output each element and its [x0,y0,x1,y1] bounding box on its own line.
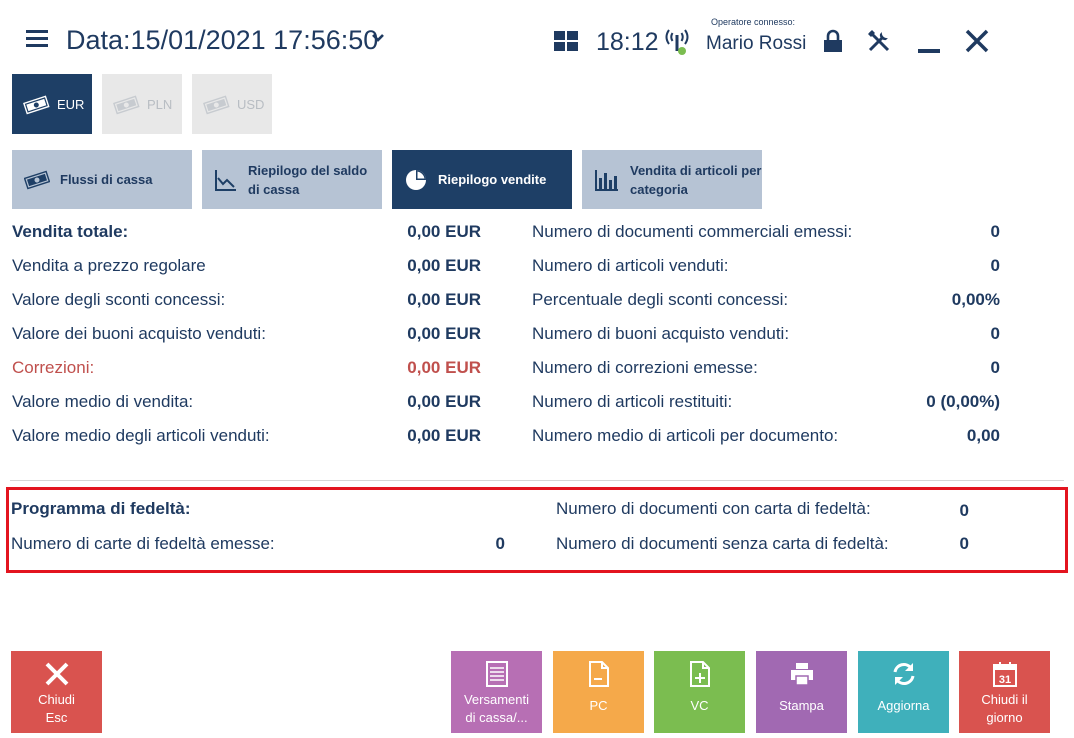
docs-with-card-value: 0 [959,501,969,520]
items-returned-label: Numero di articoli restituiti: [532,392,733,411]
refresh-icon [891,661,917,687]
close-button[interactable] [11,651,102,733]
loyalty-cards-label: Numero di carte di fedeltà emesse: [11,534,275,553]
regular-price-sales-label: Vendita a prezzo regolare [12,256,206,275]
bar-chart-icon [594,168,620,192]
header-time: 18:12 [596,28,659,56]
items-sold-value: 0 [990,256,1000,275]
discounts-value-label: Valore degli sconti concessi: [12,290,226,309]
pc-button-label: PC [589,698,608,713]
header-date: Data:15/01/2021 17:56:50 [66,25,379,55]
currency-label: USD [237,96,265,112]
loyalty-cards-value: 0 [495,534,505,553]
print-button[interactable] [756,651,847,733]
close-icon[interactable] [964,28,990,54]
pc-button[interactable] [553,651,644,733]
cash-icon [24,167,50,193]
average-sale-label: Valore medio di vendita: [12,392,194,411]
menu-icon[interactable] [26,30,48,48]
pie-chart-icon [404,168,428,192]
calendar-icon [992,661,1018,687]
docs-without-card-label: Numero di documenti senza carta di fedeltà: [556,534,889,553]
items-returned-value: 0 (0,00%) [926,392,1000,411]
cash-icon [22,93,50,115]
total-sales-value: 0,00 EUR [407,222,481,241]
vouchers-sold-value: 0 [990,324,1000,343]
tab-label: Riepilogo vendite [438,172,547,187]
discount-percentage-label: Percentuale degli sconti concessi: [532,290,789,309]
corrections-value: 0,00 EUR [407,358,481,377]
corrections-issued-label: Numero di correzioni emesse: [532,358,758,377]
docs-without-card-value: 0 [959,534,969,553]
tab-label: Flussi di cassa [60,172,153,187]
document-add-icon [688,661,712,687]
grid-icon[interactable] [554,31,578,51]
chevron-down-icon[interactable] [370,30,386,46]
regular-price-sales-value: 0,00 EUR [407,256,481,275]
tab-vendita-per-categoria[interactable] [582,150,762,209]
vouchers-value: 0,00 EUR [407,324,481,343]
lock-icon[interactable] [820,28,846,54]
printer-icon [789,661,815,687]
documents-issued-value: 0 [990,222,1000,241]
close-day-button[interactable] [959,651,1050,733]
vc-button[interactable] [654,651,745,733]
discount-percentage-value: 0,00% [951,290,1000,309]
vouchers-value-label: Valore dei buoni acquisto venduti: [12,324,266,343]
tab-riepilogo-saldo[interactable] [202,150,382,209]
average-sale-value: 0,00 EUR [407,392,481,411]
document-icon [587,661,611,687]
docs-with-card-label: Numero di documenti con carta di fedeltà: [556,499,871,518]
currency-tab-eur[interactable] [12,74,92,134]
tools-icon[interactable] [866,28,892,54]
document-list-icon [485,661,509,687]
close-day-label: Chiudi il giorno [981,692,1028,725]
currency-label: PLN [147,96,173,112]
tab-riepilogo-vendite[interactable] [392,150,572,209]
tab-label: Vendita di articoli per categoria [630,162,762,197]
average-item-value-label: Valore medio degli articoli venduti: [12,426,270,445]
cash-deposits-button[interactable] [451,651,542,733]
avg-items-per-document-label: Numero medio di articoli per documento: [532,426,839,445]
average-item-value: 0,00 EUR [407,426,481,445]
signal-icon [664,27,690,57]
corrections-label: Correzioni: [12,358,95,377]
refresh-button-label: Aggiorna [877,698,930,713]
loyalty-title: Programma di fedeltà: [11,499,191,518]
tab-flussi-di-cassa[interactable] [12,150,192,209]
operator-name: Mario Rossi [706,33,807,54]
items-sold-label: Numero di articoli venduti: [532,256,729,275]
tab-label: Riepilogo del saldo di cassa [248,162,368,197]
vc-button-label: VC [690,698,709,713]
vouchers-sold-label: Numero di buoni acquisto venduti: [532,324,790,343]
cash-icon [112,93,140,115]
close-button-label: Chiudi Esc [38,692,75,725]
currency-label: EUR [57,96,85,112]
currency-tab-usd[interactable] [192,74,272,134]
operator-caption: Operatore connesso: [711,17,796,27]
header-bar [0,0,1074,74]
total-sales-label: Vendita totale: [12,222,129,241]
discounts-value: 0,00 EUR [407,290,481,309]
cash-deposits-label: Versamenti di cassa/... [463,692,530,725]
print-button-label: Stampa [779,698,824,713]
line-chart-icon [214,168,238,192]
refresh-button[interactable] [858,651,949,733]
close-icon [44,661,70,687]
divider [10,480,1064,481]
avg-items-per-document-value: 0,00 [966,426,1000,445]
minimize-icon[interactable] [916,28,942,54]
documents-issued-label: Numero di documenti commerciali emessi: [532,222,853,241]
calendar-day: 31 [998,674,1011,686]
corrections-issued-value: 0 [990,358,1000,377]
currency-tab-pln[interactable] [102,74,182,134]
cash-icon [202,93,230,115]
